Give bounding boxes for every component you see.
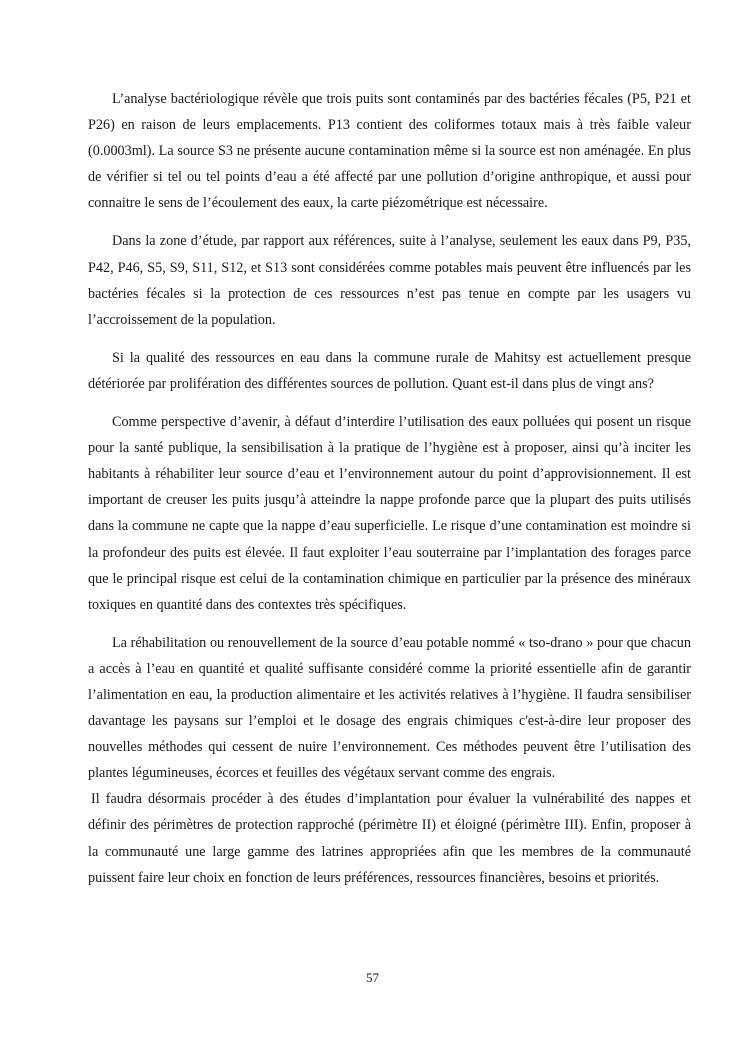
page-number: 57 xyxy=(366,970,379,985)
document-body xyxy=(88,86,691,903)
paragraph-implantation-studies: Il faudra désormais procéder à des études d’implantation pour évaluer la vulnérabilité des nappes et définir des périmètres de protection rapproché (périmètre II) et éloigné (périmètre III). Enfin, proposer à la communauté une large gamme des latrines appropriées afin que les membres de la communauté puissent faire leur choix en fonction de leurs préférences, ressources financières, besoins et priorités. xyxy=(88,791,691,886)
paragraph-water-quality-question: Si la qualité des ressources en eau dans la commune rurale de Mahitsy est actuellement presque détériorée par prolifération des différentes sources de pollution. Quant est-il dans plus de vingt ans? xyxy=(88,349,691,392)
paragraph-rehabilitation: La réhabilitation ou renouvellement de la source d’eau potable nommé « tso-drano » pour que chacun a accès à l’eau en quantité et qualité suffisante considéré comme la priorité essentielle afin de garantir l’alimentation en eau, la production alimentaire et les activités relatives à l’hygiène. Il faudra sensibiliser davantage les paysans sur l’emploi et le dosage des engrais chimiques c'est-à-dire leur proposer des nouvelles méthodes qui cessent de nuire l’environnement. Ces méthodes peuvent être l’utilisation des plantes légumineuses, écorces et feuilles des végétaux servant comme des engrais. xyxy=(88,634,691,782)
paragraph-potable-waters: Dans la zone d’étude, par rapport aux références, suite à l’analyse, seulement les eaux dans P9, P35, P42, P46, S5, S9, S11, S12, et S13 sont considérées comme potables mais peuvent être influencés par les bactéries fécales si la protection de ces ressources n’est pas tenue en compte par les usagers vu l’accroissement de la population. xyxy=(88,233,691,328)
paragraph-bacteriological-analysis: L’analyse bactériologique révèle que trois puits sont contaminés par des bactéries fécales (P5, P21 et P26) en raison de leurs emplacements. P13 contient des coliformes totaux mais à très faible valeur (0.0003ml). La source S3 ne présente aucune contamination même si la source est non aménagée. En plus de vérifier si tel ou tel points d’eau a été affecté par une pollution d’origine anthropique, et aussi pour connaitre le sens de l’écoulement des eaux, la carte piézométrique est nécessaire. xyxy=(88,91,691,212)
paragraph-future-perspective: Comme perspective d’avenir, à défaut d’interdire l’utilisation des eaux polluées qui posent un risque pour la santé publique, la sensibilisation à la pratique de l’hygiène est à proposer, ainsi qu’à inciter les habitants à réhabiliter leur source d’eau et l’environnement autour du point d’approvisionnement. Il est important de creuser les puits jusqu’à atteindre la nappe profonde parce que la plupart des puits utilisés dans la commune ne capte que la nappe d’eau superficielle. Le risque d’une contamination est moindre si la profondeur des puits est élevée. Il faut exploiter l’eau souterraine par l’implantation des forages parce que le principal risque est celui de la contamination chimique en particulier par la présence des minéraux toxiques en quantité dans des contextes très spécifiques. xyxy=(88,414,691,613)
